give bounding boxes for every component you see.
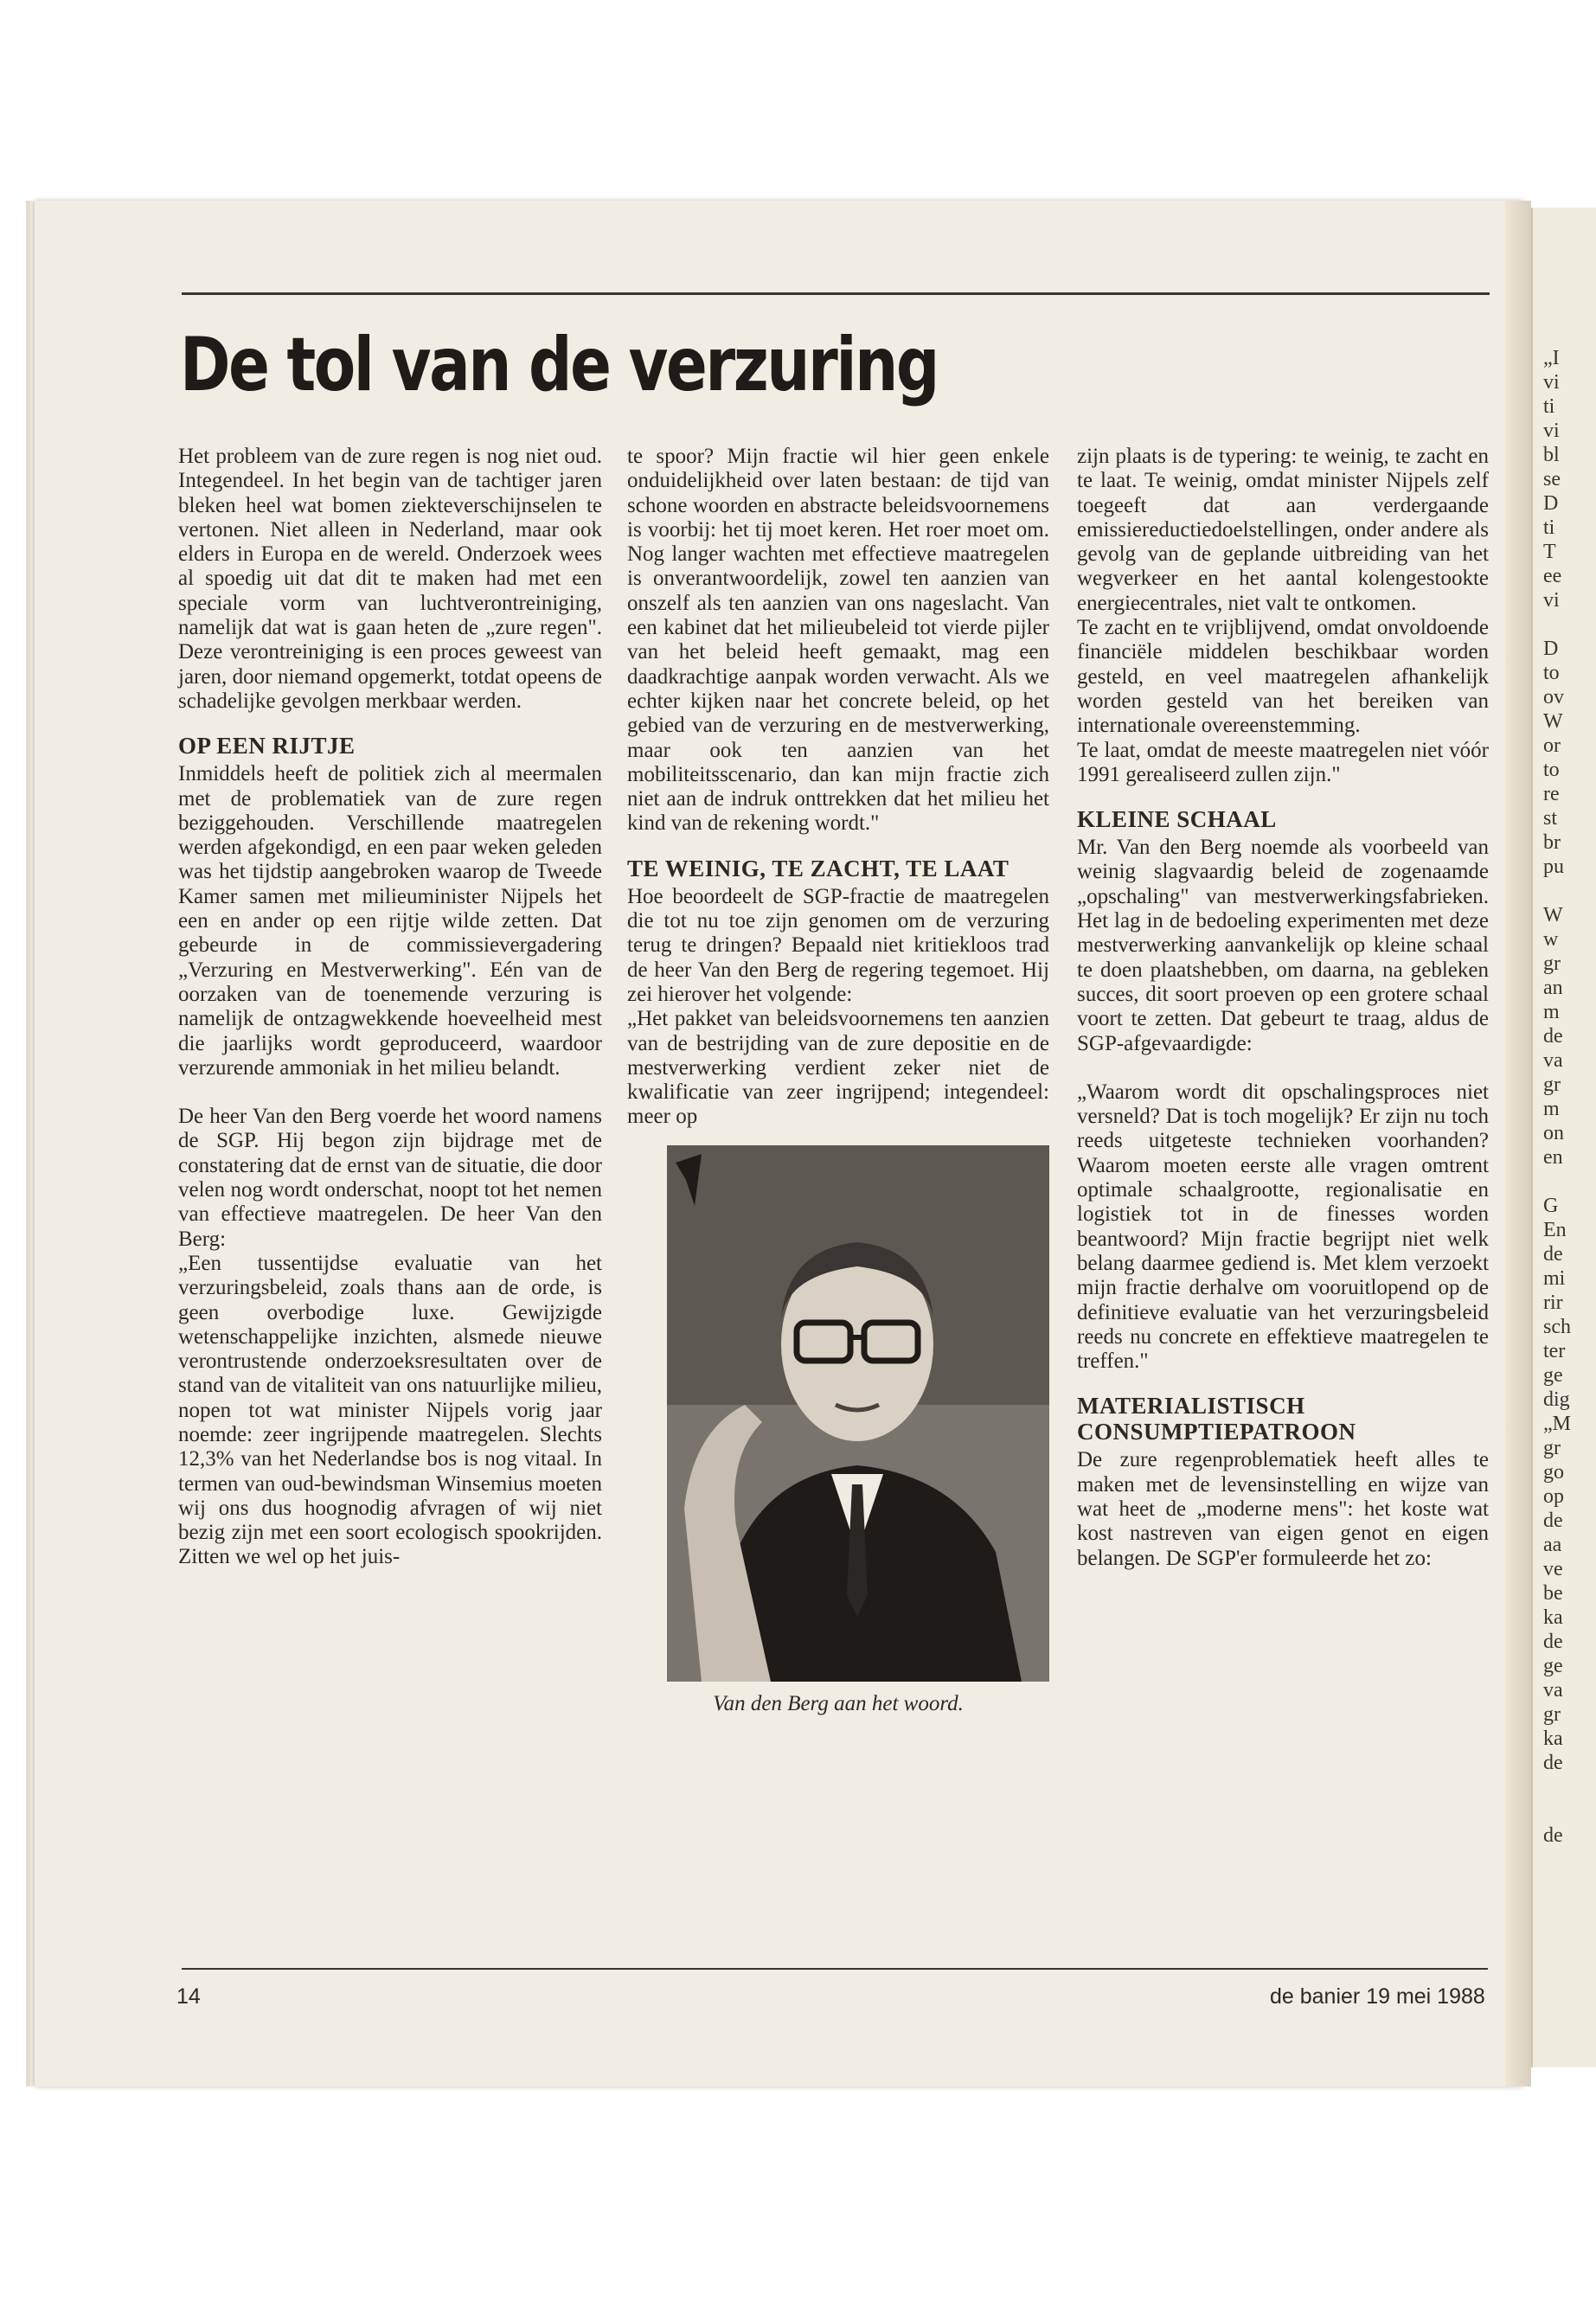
adjacent-page-edge [1531,208,1596,2067]
speaker-photo [667,1145,1049,1682]
adjacent-page-text [1533,208,1596,1848]
publication-footer: de banier 19 mei 1988 [1270,1984,1485,2009]
quote-paragraph: „Waarom wordt dit opschalingsproces niet versneld? Dat is toch mogelijk? Er zijn nu toch reeds uitgeteste technieken voorhanden? Waarom moeten eerste alle vragen omtrent optimale schaalgrootte, regionalisatie en logistiek tot in de finesses worden beantwoord? Mijn fractie begrijpt niet welk belang daarmee gediend is. Met klem verzoekt mijn fractie derhalve om vooruitlopend op de definitieve evaluatie van het verzuringsbeleid reeds nu concrete en effektieve maatregelen te treffen." [1077,1080,1489,1374]
body-paragraph: te spoor? Mijn fractie wil hier geen enkele onduidelijkheid over laten bestaan: de tijd van schone woorden en abstracte beleidsvoornemens is voorbij: het tij moet keren. Het roer moet om. Nog langer wachten met effectieve maatregelen is onverantwoordelijk, zowel ten aanzien van onszelf als ten aanzien van ons nageslacht. Van een kabinet dat het milieubeleid tot vierde pijler van het beleid heeft gemaakt, mag een daadkrachtige aanpak worden verwacht. Als we echter kijken naar het concrete beleid, op het gebied van de verzuring en de mestverwerking, maar ook ten aanzien van het mobiliteitsscenario, dan kan mijn fractie zich niet aan de indruk onttrekken dat het milieu het kind van de rekening wordt." [627,445,1049,836]
adjacent-page-fragment: W [1543,710,1563,733]
adjacent-page-fragment: mi [1543,1267,1566,1290]
adjacent-page-fragment: m [1543,1098,1560,1120]
body-paragraph: Hoe beoordeelt de SGP-fractie de maatregelen die tot nu toe zijn genomen om de verzuring terug te dringen? Bepaald niet kritiekloos trad de heer Van den Berg de regering tegemoet. Hij zei hierover het volgende: [627,884,1049,1006]
intro-paragraph: Het probleem van de zure regen is nog niet oud. Integendeel. In het begin van de tachtiger jaren bleken heel wat bomen ziekteverschijnselen te vertonen. Niet alleen in Nederland, maar ook elders in Europa en de wereld. Onderzoek wees al spoedig uit dat dit te maken had met een speciale vorm van luchtverontreiniging, namelijk dat wat is gaan heten de „zure regen". Deze verontreiniging is een proces geweest van jaren, door niemand opgemerkt, totdat opeens de schadelijke gevolgen merkbaar werden. [178,445,602,713]
adjacent-page-fragment: „I [1543,347,1560,369]
quote-paragraph: „Het pakket van beleidsvoornemens ten aanzien van de bestrijding van de zure depositie en de mestverwerking verdient zeker niet de kwalificatie van zeer ingrijpend; integendeel: meer op [627,1007,1049,1129]
adjacent-page-fragment: D [1543,492,1559,515]
adjacent-page-fragment: dig [1543,1388,1570,1411]
adjacent-page-fragment: ka [1543,1606,1563,1629]
adjacent-page-fragment: sch [1543,1316,1571,1338]
adjacent-page-fragment: re [1543,783,1560,805]
adjacent-page-fragment: gr [1543,952,1561,975]
adjacent-page-fragment: en [1543,1146,1563,1169]
bottom-rule [182,1968,1488,1970]
photo-block [627,1145,1049,1716]
page-gutter [1505,201,1531,2086]
adjacent-page-fragment: w [1543,928,1559,951]
adjacent-page-fragment: de [1543,1631,1563,1653]
adjacent-page-fragment: pu [1543,856,1564,878]
section-heading: KLEINE SCHAAL [1077,806,1277,833]
adjacent-page-fragment: ve [1543,1558,1563,1580]
adjacent-page-fragment: bl [1543,444,1560,466]
adjacent-page-fragment: D [1543,638,1559,660]
adjacent-page-fragment: be [1543,1582,1563,1605]
body-paragraph: Mr. Van den Berg noemde als voorbeeld van weinig slagvaardig beleid de zogenaamde „opschaling" van mestverwerkingsfabrieken. Het lag in de bedoeling experimenten met deze mestverwerking aanvankelijk op kleine schaal te doen plaatshebben, om daarna, na gebleken succes, dit soort proeven op een grotere schaal voort te zetten. Dat gebeurt te traag, aldus de SGP-afgevaardigde: [1077,836,1489,1055]
adjacent-page-fragment: ge [1543,1655,1563,1677]
adjacent-page-fragment: va [1543,1049,1563,1072]
adjacent-page-fragment: vi [1543,371,1560,394]
adjacent-page-fragment [1543,612,1596,637]
body-paragraph: zijn plaats is de typering: te weinig, te zacht en te laat. Te weinig, omdat minister Nijpels zelf toegeeft dat aan verdergaande emissiereductiedoelstellingen, onder andere als gevolg van de geplande uitbreiding van het wegverkeer en het aantal kolengestookte energiecentrales, niet valt te ontkomen. [1077,445,1489,615]
adjacent-page-fragment: ti [1543,395,1555,418]
column-3 [1077,445,1489,1571]
column-2 [627,445,1049,1716]
body-paragraph: De heer Van den Berg voerde het woord namens de SGP. Hij begon zijn bijdrage met de constatering dat de ernst van de situatie, die door velen nog wordt onderschat, noopt tot het nemen van effectieve maatregelen. De heer Van den Berg: [178,1105,602,1251]
body-paragraph: Te laat, omdat de meeste maatregelen niet vóór 1991 gerealiseerd zullen zijn." [1077,738,1489,786]
adjacent-page-fragment: ka [1543,1727,1563,1750]
adjacent-page-fragment [1543,1775,1596,1799]
adjacent-page-fragment: de [1543,1509,1563,1532]
adjacent-page-fragment: to [1543,759,1560,781]
adjacent-page-fragment: ge [1543,1364,1563,1387]
adjacent-page-fragment: go [1543,1461,1564,1484]
adjacent-page-fragment: „M [1543,1413,1571,1435]
section-heading: TE WEINIG, TE ZACHT, TE LAAT [627,855,1010,881]
adjacent-page-fragment: m [1543,1001,1560,1023]
adjacent-page-fragment: on [1543,1122,1564,1144]
article-headline: De tol van de verzuring [180,322,938,408]
adjacent-page-fragment: gr [1543,1437,1561,1459]
adjacent-page-fragment: ter [1543,1340,1566,1362]
adjacent-page-fragment: gr [1543,1703,1561,1726]
body-paragraph: Inmiddels heeft de politiek zich al meermalen met de problematiek van de zure regen beziggehouden. Verschillende maatregelen werden afgekondigd, en een paar weken geleden was het tijdstip aangebroken waarop de Tweede Kamer samen met milieuminister Nijpels het een en ander op een rijtje wilde zetten. Dat gebeurde in de commissievergadering „Verzuring en Mestverwerking". Eén van de oorzaken van de toenemende verzuring is namelijk de ontzagwekkende hoeveelheid mest die jaarlijks wordt geproduceerd, waardoor verzurende ammoniak in het milieu belandt. [178,762,602,1080]
adjacent-page-fragment: st [1543,807,1558,830]
top-rule [182,292,1490,295]
adjacent-page-fragment: W [1543,904,1563,926]
adjacent-page-fragment: ee [1543,565,1562,587]
adjacent-page-fragment: ov [1543,686,1564,708]
adjacent-page-fragment: br [1543,831,1561,854]
adjacent-page-fragment: de [1543,1752,1563,1774]
speaker-illustration [667,1145,1049,1682]
body-paragraph: Te zacht en te vrijblijvend, omdat onvoldoende financiële middelen beschikbaar worden gesteld, en veel maatregelen afhankelijk worden gesteld van het bereiken van internationale overeenstemming. [1077,616,1489,738]
adjacent-page-fragment: an [1543,977,1563,999]
adjacent-page-fragment: de [1543,1824,1563,1847]
adjacent-page-fragment: to [1543,662,1560,684]
adjacent-page-fragment: En [1543,1219,1567,1241]
adjacent-page-fragment: rir [1543,1292,1563,1314]
photo-caption: Van den Berg aan het woord. [713,1691,964,1715]
adjacent-page-fragment: vi [1543,589,1560,612]
adjacent-page-fragment: op [1543,1485,1564,1508]
page-number: 14 [176,1984,201,2009]
adjacent-page-fragment: vi [1543,420,1560,442]
adjacent-page-fragment: de [1543,1243,1563,1266]
section-heading: OP EEN RIJTJE [178,733,356,760]
body-paragraph: De zure regenproblematiek heeft alles te maken met de levensinstelling en wijze van wat heet de „moderne mens": het koste wat kost nastreven van eigen genot en eigen belangen. De SGP'er formuleerde het zo: [1077,1448,1489,1570]
adjacent-page-fragment [1543,1799,1596,1823]
adjacent-page-fragment [1543,879,1596,903]
adjacent-page-fragment: de [1543,1025,1563,1048]
adjacent-page-fragment: ti [1543,516,1555,539]
adjacent-page-fragment [1543,1170,1596,1194]
adjacent-page-fragment: se [1543,468,1561,490]
quote-paragraph: „Een tussentijdse evaluatie van het verzuringsbeleid, zoals thans aan de orde, is geen overbodige luxe. Gewijzigde wetenschappelijke inzichten, alsmede nieuwe verontrustende onderzoeksresultaten over de stand van de vitaliteit van ons natuurlijke milieu, nopen tot wat minister Nijpels vorig jaar noemde: zeer ingrijpende maatregelen. Slechts 12,3% van het Nederlandse bos is nog vitaal. In termen van oud-bewindsman Winsemius moeten wij ons dus hoognodig afvragen of wij niet bezig zijn met een soort ecologisch spookrijden. Zitten we wel op het juis- [178,1251,602,1569]
adjacent-page-fragment: gr [1543,1074,1561,1096]
adjacent-page-fragment: G [1543,1195,1559,1217]
adjacent-page-fragment: or [1543,734,1561,757]
adjacent-page-fragment: aa [1543,1534,1562,1556]
adjacent-page-fragment: T [1543,541,1556,563]
adjacent-page-fragment: va [1543,1679,1563,1702]
column-1 [178,445,602,1570]
section-heading: MATERIALISTISCH CONSUMPTIEPATROON [1077,1393,1356,1445]
